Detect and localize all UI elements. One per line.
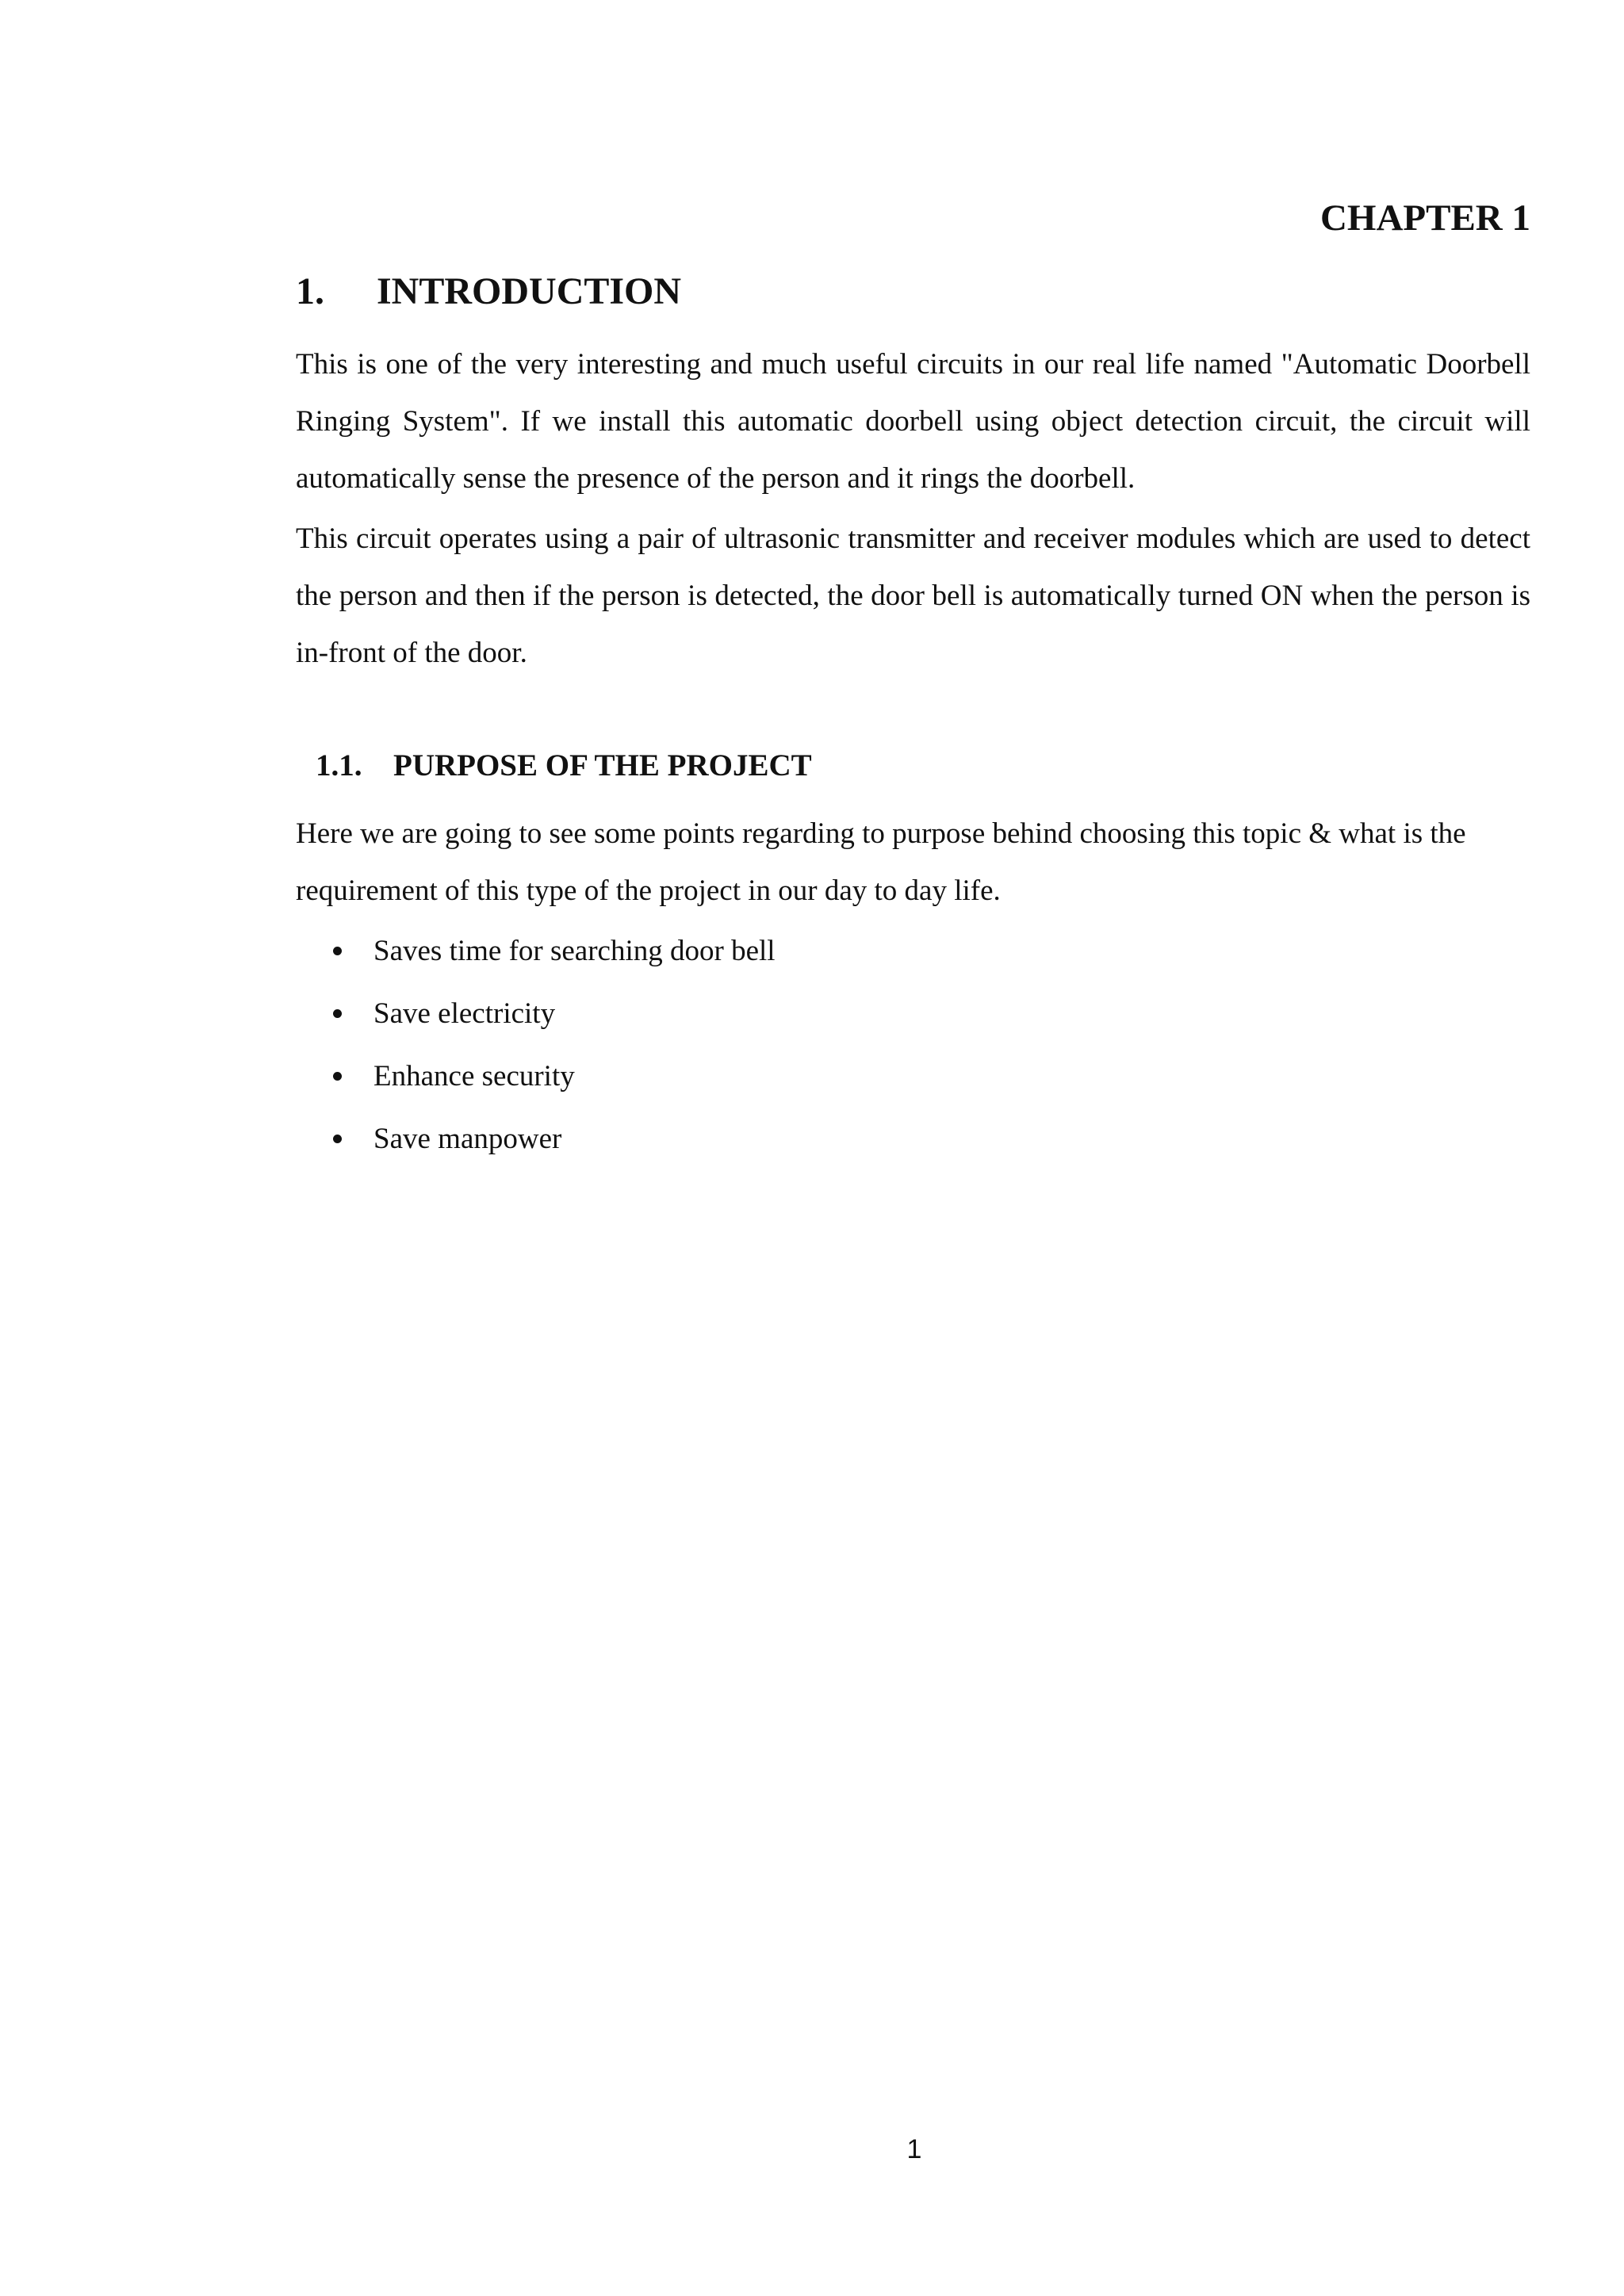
- purpose-paragraph: Here we are going to see some points regarding to purpose behind choosing this topic & what is the requirement of this type of the project in our day to day life.: [296, 817, 1466, 907]
- intro-paragraph-1: This is one of the very interesting and much useful circuits in our real life named "Automatic Doorbell Ringing System". If we install this automatic doorbell using object detection circuit, the circuit will automatically sense the presence of the person and it rings the doorbell.: [296, 348, 1530, 495]
- section-heading-introduction: [296, 270, 681, 313]
- section-title: INTRODUCTION: [377, 270, 682, 312]
- list-item: [333, 1048, 776, 1111]
- list-item-text: Enhance security: [373, 1060, 575, 1093]
- list-item-text: Save manpower: [373, 1123, 562, 1155]
- page-number: 1: [906, 2134, 922, 2164]
- list-item-text: Saves time for searching door bell: [373, 935, 776, 967]
- bullet-icon: [333, 1009, 342, 1018]
- purpose-bullet-list: [333, 923, 776, 1173]
- chapter-label: CHAPTER 1: [1320, 197, 1530, 239]
- subsection-number: 1.1.: [316, 748, 362, 783]
- bullet-icon: [333, 1072, 342, 1081]
- section-number: 1.: [296, 270, 324, 312]
- list-item-text: Save electricity: [373, 997, 556, 1030]
- subsection-heading-purpose: [316, 748, 812, 783]
- intro-paragraph-2: This circuit operates using a pair of ultrasonic transmitter and receiver modules which are used to detect the person and then if the person is detected, the door bell is automatically turned ON when the person is in-front of the door.: [296, 522, 1530, 669]
- bullet-icon: [333, 947, 342, 955]
- subsection-title: PURPOSE OF THE PROJECT: [393, 748, 812, 783]
- list-item: [333, 923, 776, 985]
- list-item: [333, 985, 776, 1048]
- list-item: [333, 1111, 776, 1173]
- bullet-icon: [333, 1135, 342, 1143]
